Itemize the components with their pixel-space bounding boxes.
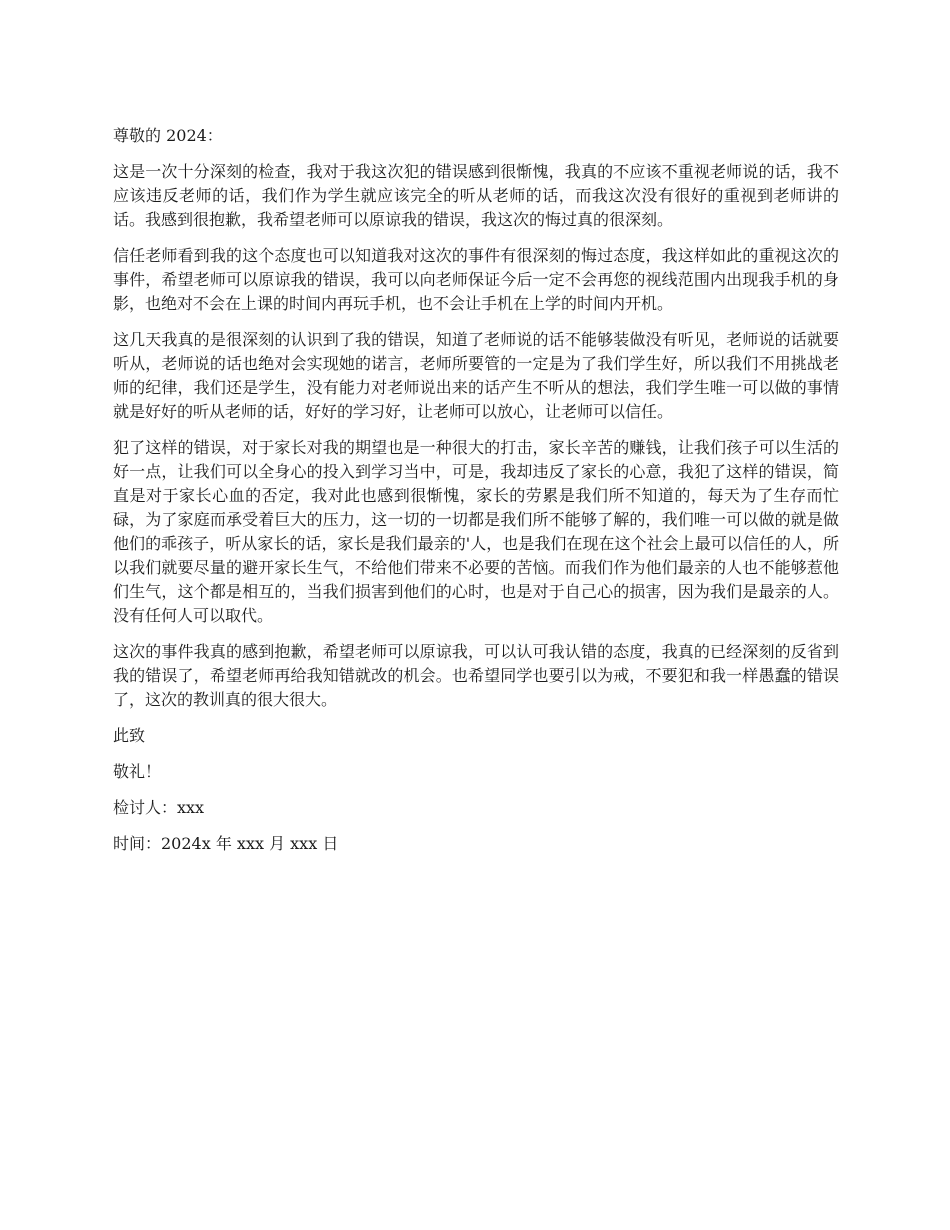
regards-line: 敬礼！ bbox=[113, 762, 162, 781]
signer-line: 检讨人：xxx bbox=[113, 798, 205, 817]
body-paragraph-5: 这次的事件我真的感到抱歉，希望老师可以原谅我，可以认可我认错的态度，我真的已经深刻的反省到我的错误了，希望老师再给我知错就改的机会。也希望同学也要引以为戒，不要犯和我一样愚蠢的错误了，这次的教训真的很大很大。 bbox=[113, 642, 839, 709]
body-paragraph-2: 信任老师看到我的这个态度也可以知道我对这次的事件有很深刻的悔过态度，我这样如此的重视这次的事件，希望老师可以原谅我的错误，我可以向老师保证今后一定不会再您的视线范围内出现我手机的身影，也绝对不会在上课的时间内再玩手机，也不会让手机在上学的时间内开机。 bbox=[113, 246, 839, 313]
letter-document bbox=[113, 124, 839, 868]
body-paragraph-1: 这是一次十分深刻的检查，我对于我这次犯的错误感到很惭愧，我真的不应该不重视老师说的话，我不应该违反老师的话，我们作为学生就应该完全的听从老师的话，而我这次没有很好的重视到老师讲的话。我感到很抱歉，我希望老师可以原谅我的错误，我这次的悔过真的很深刻。 bbox=[113, 162, 839, 229]
body-paragraph-3: 这几天我真的是很深刻的认识到了我的错误，知道了老师说的话不能够装做没有听见，老师说的话就要听从，老师说的话也绝对会实现她的诺言，老师所要管的一定是为了我们学生好，所以我们不用挑战老师的纪律，我们还是学生，没有能力对老师说出来的话产生不听从的想法，我们学生唯一可以做的事情就是好好的听从老师的话，好好的学习好，让老师可以放心，让老师可以信任。 bbox=[113, 330, 839, 421]
date-line: 时间：2024x 年 xxx 月 xxx 日 bbox=[113, 834, 339, 853]
salutation: 尊敬的 2024： bbox=[113, 126, 223, 145]
body-paragraph-4: 犯了这样的错误，对于家长对我的期望也是一种很大的打击，家长辛苦的赚钱，让我们孩子可以生活的好一点，让我们可以全身心的投入到学习当中，可是，我却违反了家长的心意，我犯了这样的错误，简直是对于家长心血的否定，我对此也感到很惭愧，家长的劳累是我们所不知道的，每天为了生存而忙碌，为了家庭而承受着巨大的压力，这一切的一切都是我们所不能够了解的，我们唯一可以做的就是做他们的乖孩子，听从家长的话，家长是我们最亲的'人，也是我们在现在这个社会上最可以信任的人，所以我们就要尽量的避开家长生气，不给他们带来不必要的苦恼。而我们作为他们最亲的人也不能够惹他们生气，这个都是相互的，当我们损害到他们的心时，也是对于自己心的损害，因为我们是最亲的人。没有任何人可以取代。 bbox=[113, 438, 839, 625]
closing-line: 此致 bbox=[113, 726, 146, 745]
